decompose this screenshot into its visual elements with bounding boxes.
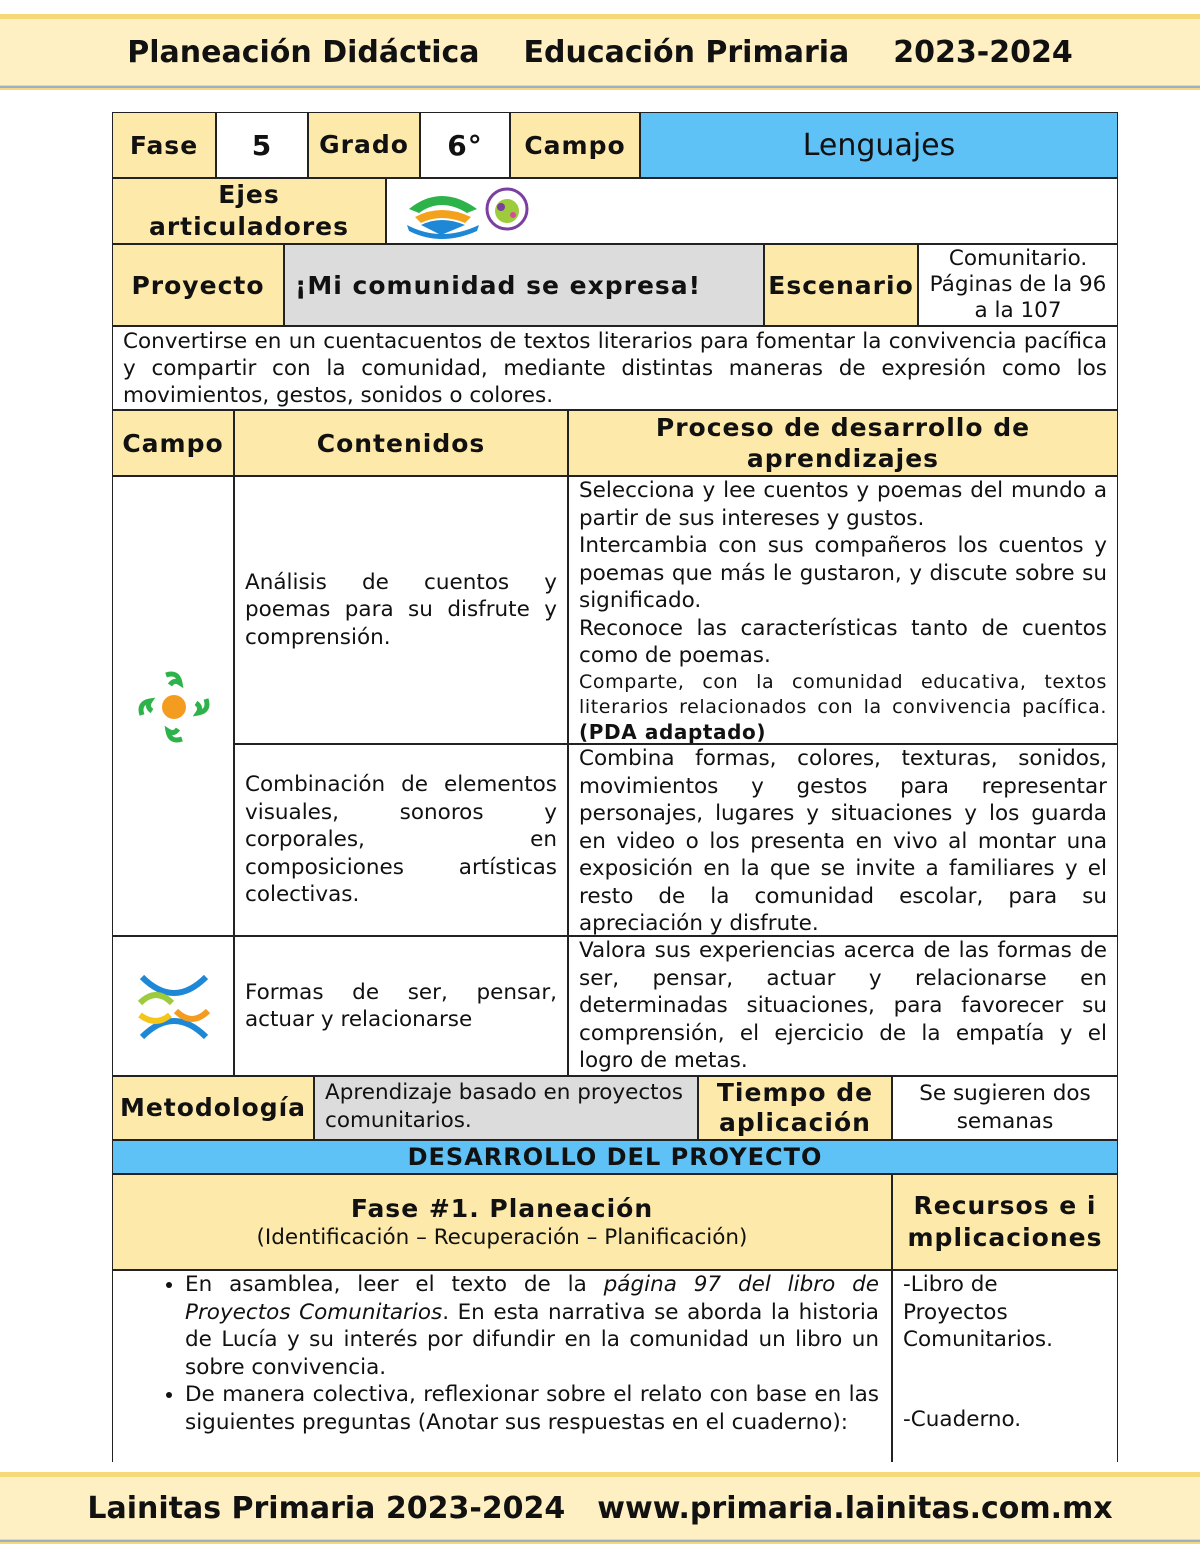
proceso-2: Combina formas, colores, texturas, sonidos, movimientos y gestos para representar personajes, lugares y situaciones y los guarda en video o los presenta en vivo al montar una exposición en la que se invite a familiares y el resto de la comunidad escolar, para su apreciación y disfrute. (568, 744, 1118, 936)
escenario-label: Escenario (764, 244, 918, 326)
th-campo: Campo (112, 410, 234, 476)
th-proceso: Proceso de desarrollo de aprendizajes (568, 410, 1118, 476)
footer-rule (0, 1540, 1200, 1542)
proceso-1-c: Reconoce las características tanto de cuentos como de poemas. (579, 615, 1107, 668)
recursos-cell (892, 1270, 1118, 1462)
proceso-1-d (579, 670, 1107, 745)
lenguajes-icon (134, 667, 214, 747)
fase-value: 5 (216, 112, 308, 178)
fase-header (112, 1174, 892, 1270)
recursos-label: Recursos e implicaciones (892, 1174, 1118, 1270)
pda-note: (PDA adaptado) (579, 719, 767, 744)
proyecto-value: ¡Mi comunidad se expresa! (284, 244, 764, 326)
th-contenidos: Contenidos (234, 410, 568, 476)
recurso-1: -Libro de Proyectos Comunitarios. (903, 1272, 1053, 1352)
actividades-cell (112, 1270, 892, 1462)
contenido-3-text: Formas de ser, pensar, actuar y relacionarse (245, 979, 557, 1032)
campo-cell-etica (112, 936, 234, 1076)
actividad-1-a: En asamblea, leer el texto de la (185, 1272, 604, 1297)
fase-label: Fase (112, 112, 216, 178)
footer-brand: Lainitas Primaria 2023-2024 (87, 1490, 566, 1526)
fase-subtitle: (Identificación – Recuperación – Planificación) (256, 1224, 748, 1250)
header-level: Educación Primaria (523, 34, 850, 70)
project-description: Convertirse en un cuentacuentos de textos literarios para fomentar la convivencia pacífica y compartir con la comunidad, mediante distintas maneras de expresión como los movimientos, gestos, sonidos o colores. (112, 326, 1118, 410)
grado-value: 6° (420, 112, 510, 178)
contenido-1 (234, 476, 568, 744)
tiempo-value: Se sugieren dos semanas (892, 1076, 1118, 1140)
contenido-2-text: Combinación de elementos visuales, sonoros y corporales, en composiciones artísticas colectivas. (245, 772, 557, 908)
header-rule (0, 86, 1200, 88)
header-year: 2023-2024 (893, 34, 1073, 70)
proceso-1-a: Selecciona y lee cuentos y poemas del mundo a partir de sus intereses y gustos. (579, 478, 1107, 531)
actividad-1-ref: página 97 del libro de Proyectos Comunitarios (185, 1272, 879, 1325)
tiempo-label: Tiempo de aplicación (698, 1076, 892, 1140)
metodologia-label: Metodología (112, 1076, 314, 1140)
campo-label: Campo (510, 112, 640, 178)
proceso-3: Valora sus experiencias acerca de las formas de ser, pensar, actuar y relacionarse en determinadas situaciones, para favorecer su comprensión, el ejercicio de la empatía y el logro de metas. (568, 936, 1118, 1076)
metodologia-value: Aprendizaje basado en proyectos comunitarios. (314, 1076, 698, 1140)
proceso-1-b: Intercambia con sus compañeros los cuentos y poemas que más le gustaron, y discute sobre su significado. (579, 533, 1107, 613)
contenido-2 (234, 744, 568, 936)
actividad-1 (185, 1271, 879, 1381)
header-title: Planeación Didáctica (127, 34, 480, 70)
ejes-label: Ejes articuladores (112, 178, 386, 244)
grado-label: Grado (308, 112, 420, 178)
escenario-value: Comunitario. Páginas de la 96 a la 107 (918, 244, 1118, 326)
campo-cell-lenguajes (112, 476, 234, 936)
footer-banner (0, 1472, 1200, 1544)
contenido-3 (234, 936, 568, 1076)
proceso-1 (568, 476, 1118, 744)
contenido-1-text: Análisis de cuentos y poemas para su disfrute y comprensión. (245, 569, 557, 650)
actividad-2: • De manera colectiva, reflexionar sobre el relato con base en las siguientes preguntas (Anotar sus respuestas en el cuaderno): (185, 1381, 879, 1436)
ejes-icons (386, 178, 1118, 244)
campo-value: Lenguajes (640, 112, 1118, 178)
footer-url: www.primaria.lainitas.com.mx (597, 1490, 1113, 1526)
desarrollo-title: DESARROLLO DEL PROYECTO (112, 1140, 1118, 1174)
proceso-1-d-text: Comparte, con la comunidad educativa, textos literarios relacionados con la convivencia pacífica. (579, 670, 1107, 718)
header-banner (0, 14, 1200, 90)
recurso-2: -Cuaderno. (903, 1406, 1022, 1432)
actividad-1-b: . En esta narrativa se aborda la historia de Lucía y su interés por difundir en la comunidad un libro un sobre convivencia. (185, 1299, 879, 1380)
proyecto-label: Proyecto (112, 244, 284, 326)
ejes-articuladores-icon (401, 181, 531, 241)
etica-naturaleza-sociedades-icon (136, 969, 212, 1045)
actividades-list (113, 1271, 879, 1436)
fase-title: Fase #1. Planeación (350, 1193, 654, 1223)
